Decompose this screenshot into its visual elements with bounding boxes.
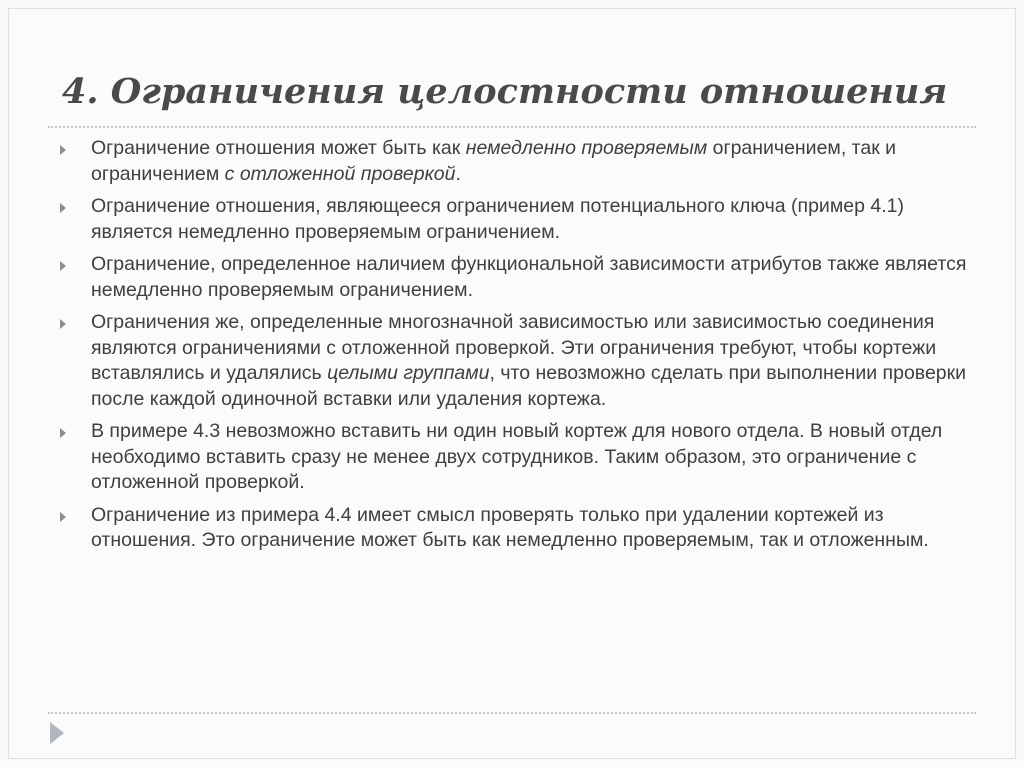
bullet-item <box>60 194 975 245</box>
triangle-right-icon <box>60 261 66 271</box>
bullet-text-italic: с отложенной проверкой <box>224 162 456 185</box>
bullet-text-italic: немедленно проверяемым <box>465 137 708 159</box>
triangle-right-icon <box>60 428 66 438</box>
bullet-item <box>60 252 975 303</box>
bullet-text: В примере 4.3 невозможно вставить ни один новый кортеж для нового отдела. В новый отдел необходимо вставить сразу не менее двух сотрудников. Таким образом, это ограничение с отложенной проверкой. <box>91 420 943 493</box>
bullet-text: Ограничение отношения, являющееся ограничением потенциального ключа (пример 4.1) является немедленно проверяемым ограничением. <box>91 195 904 243</box>
triangle-right-icon <box>60 203 66 213</box>
bullet-item <box>60 136 975 187</box>
bullet-text: Ограничение из примера 4.4 имеет смысл проверять только при удалении кортежей из отношения. Это ограничение может быть как немедленно проверяемым, так и отложенным. <box>91 503 929 551</box>
triangle-right-icon <box>60 145 66 155</box>
bullet-item <box>60 419 975 496</box>
bullet-text: ограничением, так и ограничением <box>91 137 897 185</box>
title-divider <box>48 126 976 128</box>
bullet-text: Ограничения же, определенные многозначной зависимостью или зависимостью соединения являются ограничениями с отложенной проверкой. Эти ограничения требуют, чтобы кортежи вставлялись и удалялись <box>91 311 937 384</box>
bullet-text-italic: целыми группами <box>327 362 490 384</box>
bullet-text: Ограничение, определенное наличием функциональной зависимости атрибутов также является немедленно проверяемым ограничением. <box>91 253 967 301</box>
bullet-list <box>60 136 975 561</box>
triangle-right-icon <box>60 512 66 522</box>
bullet-text: Ограничение отношения может быть как <box>91 137 466 159</box>
bullet-text: , что невозможно сделать при выполнении проверки после каждой одиночной вставки или удаления кортежа. <box>91 362 967 410</box>
bullet-text: . <box>455 162 461 185</box>
next-slide-arrow-icon[interactable] <box>50 722 64 744</box>
bullet-item <box>60 310 975 412</box>
slide-title: 4. Ограничения целостности отношения <box>62 71 948 112</box>
triangle-right-icon <box>60 319 66 329</box>
bullet-item <box>60 503 975 554</box>
footer-divider <box>48 712 976 714</box>
